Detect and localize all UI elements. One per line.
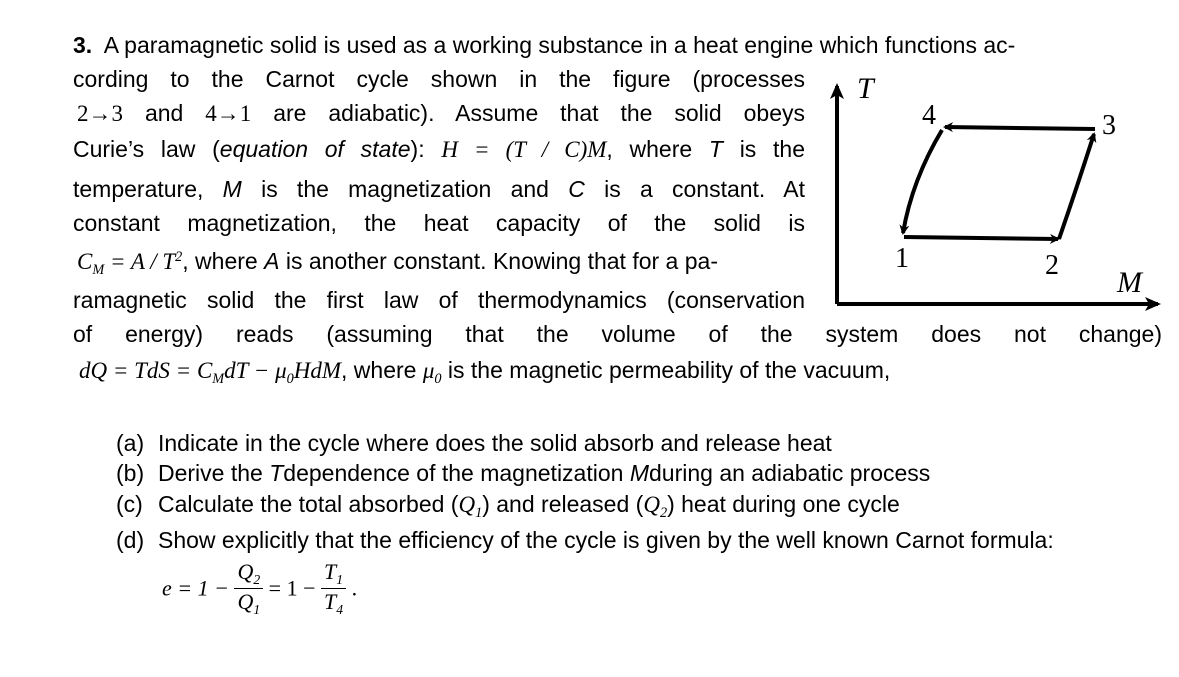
problem-number: 3. [73,32,93,58]
eq-sup-2: 2 [175,249,183,266]
problem-text-7: is another constant. Knowing that for a pa- [285,248,718,274]
part-b-var-T: T [269,460,284,486]
problem-text-3: are adiabatic). Assume that the solid obeys [273,100,805,126]
T4-den-sub: 4 [336,601,344,617]
process-4-1: 4→1 [205,101,252,126]
colon: ): [410,136,425,162]
constant-text: is a constant. At [604,176,806,202]
part-d-text: Show explicitly that the efficiency of the cycle is given by the well known Carnot formula: [158,527,1054,553]
formula-period: . [351,575,358,601]
formula-lhs: e = 1 − [162,575,229,601]
Q2-num-letter: Q [237,559,254,584]
var-A: A [264,248,280,274]
process-1-2 [904,237,1058,239]
word-and: and [144,100,184,126]
Q2-letter: Q [643,492,660,517]
T4-den-letter: T [324,589,337,615]
Q1-sub: 1 [475,504,483,521]
part-c-text-2: ) and released ( [482,491,644,517]
eq-A-over-T: = A / T [104,249,176,274]
process-4-1-path [903,130,942,233]
eq-dQ: dQ = TdS = C [79,358,213,383]
equation-of-state-text: equation of state [219,136,411,162]
problem-text-8: ramagnetic solid the first law of thermodynamics (conservation [73,287,805,313]
where-text-2: , where [182,248,258,274]
part-d-label: (d) [116,527,145,553]
var-T: T [708,136,723,162]
part-c-text-1: Calculate the total absorbed ( [158,491,459,517]
problem-text-6: constant magnetization, the heat capacity of the solid is [73,210,805,236]
problem-text-10: is the magnetic permeability of the vacuum, [447,357,891,383]
process-2-3-path [1059,134,1094,239]
point-label-1: 1 [895,243,909,274]
Q2-num-sub: 2 [253,571,261,587]
T1-num-letter: T [324,559,337,584]
eq-C: C [77,249,93,274]
Q2-sub: 2 [659,504,668,521]
part-c-text-3: ) heat during one cycle [667,491,900,517]
part-a-text: Indicate in the cycle where does the solid absorb and release heat [158,430,832,456]
curie-law-equation: H = (T / C)M [441,137,607,162]
process-3-4 [945,127,1095,129]
Q1-den-sub: 1 [253,601,261,617]
is-the-text: is the [739,136,805,162]
mu-letter: μ [422,358,435,383]
problem-text-2: cording to the Carnot cycle shown in the figure (processes [73,66,805,92]
T1-num-sub: 1 [336,571,344,587]
curie-law-text: Curie’s law ( [73,136,220,162]
var-C: C [568,176,585,202]
part-b-text-2: dependence of the magnetization [283,460,624,486]
Q1-den-letter: Q [237,589,254,615]
point-label-3: 3 [1102,110,1116,141]
eq-sub-M-2: M [212,370,225,387]
temperature-text: temperature, [73,176,204,202]
var-M: M [222,176,242,202]
magnetization-text: is the magnetization and [261,176,549,202]
part-b-text-3: during an adiabatic process [649,460,931,486]
problem-text-9: of energy) reads (assuming that the volume of the system does not change) [73,321,1162,347]
part-b-label: (b) [116,460,145,486]
where-text-3: , where [341,357,417,383]
eq-sub-M: M [92,261,105,278]
point-label-2: 2 [1045,250,1059,281]
where-text: , where [606,136,693,162]
eq-sub-0: 0 [286,370,294,387]
part-a-label: (a) [116,430,145,456]
formula-mid: = 1 − [268,575,316,601]
part-b-text-1: Derive the [158,460,263,486]
part-b-var-M: M [629,460,649,486]
problem-text-1: A paramagnetic solid is used as a working substance in a heat engine which functions ac- [103,32,1016,58]
eq-dT-mu: dT − μ [224,358,287,383]
part-c-label: (c) [116,491,143,517]
x-axis-label: M [1117,266,1142,299]
eq-HdM: HdM [293,358,342,383]
process-2-3: 2→3 [77,101,123,126]
y-axis-label: T [857,72,874,105]
mu-sub-0: 0 [434,370,442,387]
point-label-4: 4 [922,100,936,131]
Q1-letter: Q [458,492,476,517]
